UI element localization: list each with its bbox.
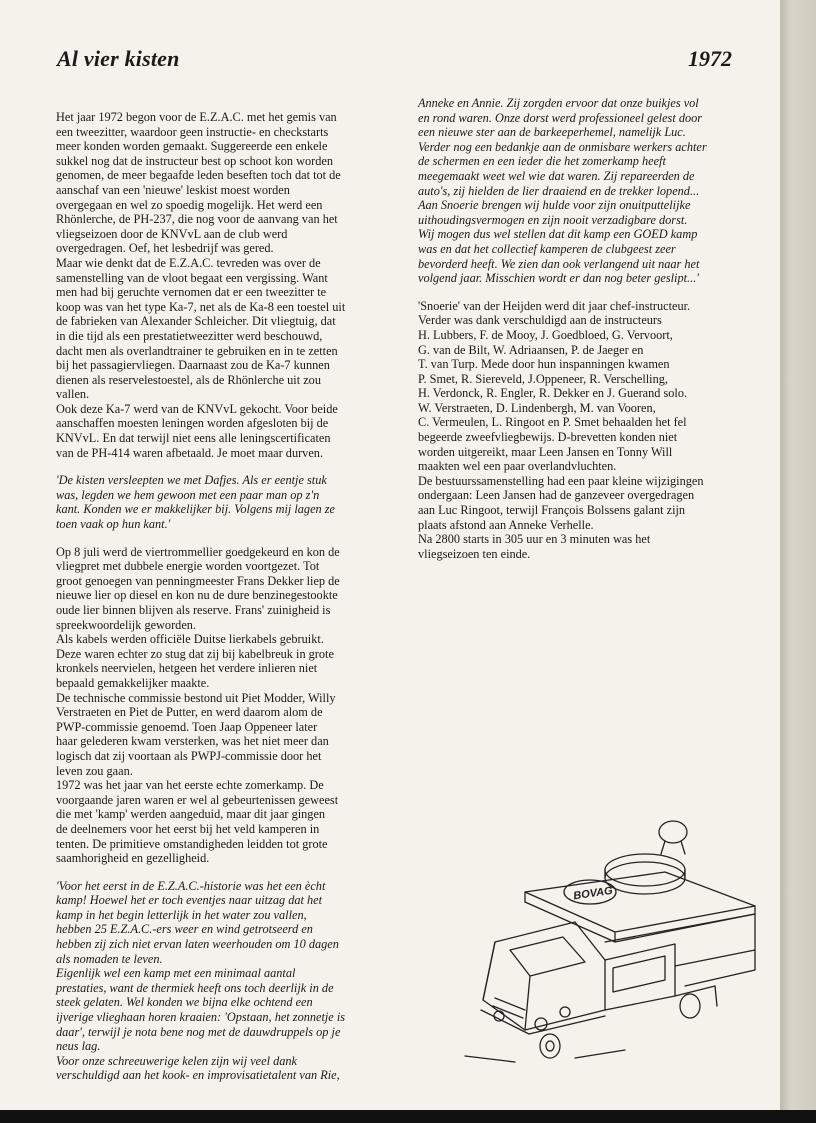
text-line: tenten. De primitieve omstandigheden leidden tot grote bbox=[56, 836, 328, 851]
scan-bottom-border bbox=[0, 1110, 816, 1123]
text-line: dacht men als overlandtrainer te gebruiken en in te zetten bbox=[56, 343, 338, 358]
text-line: de schermen en een ieder die het zomerkamp heeft bbox=[418, 154, 666, 169]
text-line: prestaties, want de thermiek heeft ons toch deerlijk in de bbox=[56, 980, 334, 995]
text-line: was en dat het collectief kamperen de clubgeest zeer bbox=[418, 241, 676, 256]
text-line: De technische commissie bestond uit Piet Modder, Willy bbox=[56, 690, 336, 705]
left-paragraph bbox=[56, 110, 371, 460]
text-line: haar gelederen kwam versterken, was het niet meer dan bbox=[56, 734, 329, 749]
text-line: overgegaan en wel zo spoedig mogelijk. Het werd een bbox=[56, 197, 323, 212]
text-line: Verstraeten en Piet de Putter, en werd daarom alom de bbox=[56, 705, 323, 720]
text-line: verschuldigd aan het kook- en improvisatietalent van Rie, bbox=[56, 1068, 340, 1083]
text-line: aan Luc Ringoot, terwijl François Bolssens galant zijn bbox=[418, 503, 686, 518]
text-line: plaats afstond aan Anneke Verhelle. bbox=[418, 517, 594, 532]
text-line: kamp! Hoewel het er toch eventjes naar uitzag dat het bbox=[56, 893, 323, 908]
text-line: vallen. bbox=[56, 387, 90, 402]
text-line: vliegpret met dubbele energie worden voortgezet. Tot bbox=[56, 559, 320, 574]
text-line: Eigenlijk wel een kamp met een minimaal aantal bbox=[56, 966, 296, 981]
text-line: was, legden we hem gewoon met een paar man op z'n bbox=[56, 487, 320, 502]
text-line: bepaald gemakkelijker maakte. bbox=[56, 675, 210, 690]
text-line: Aan Snoerie brengen wij hulde voor zijn onuitputtelijke bbox=[418, 198, 691, 213]
article-year: 1972 bbox=[688, 46, 732, 71]
text-line: toen vaak op hun kant.' bbox=[56, 517, 171, 532]
text-line: 1972 was het jaar van het eerste echte zomerkamp. De bbox=[56, 778, 324, 793]
text-line: en rond waren. Onze dorst werd professioneel gelest door bbox=[418, 110, 703, 125]
text-line: volgend jaar. Misschien wordt er dan nog beter geslipt...' bbox=[418, 271, 699, 286]
text-line: nieuwe lier op diesel en kon nu de dure benzinegestookte bbox=[56, 588, 338, 603]
truck-illustration bbox=[455, 810, 775, 1070]
text-line: oude lier binnen blijven als reserve. Frans' zuinigheid is bbox=[56, 603, 331, 617]
text-line: Voor onze schreeuwerige kelen zijn wij veel dank bbox=[56, 1053, 297, 1068]
text-line: worden uitgereikt, maar Leen Jansen en Tonny Will bbox=[418, 444, 673, 459]
text-line: 'Voor het eerst in de E.Z.A.C.-historie was het een ècht bbox=[56, 878, 326, 893]
text-line: logisch dat zij voortaan als PWPJ-commissie door het bbox=[56, 748, 322, 763]
text-line: dienen als reservelestoestel, als de Rhönlerche uit zou bbox=[56, 372, 321, 387]
text-line: C. Vermeulen, L. Ringoot en P. Smet behaalden het fel bbox=[418, 415, 687, 430]
text-line: saamhorigheid en gezelligheid. bbox=[56, 851, 210, 866]
text-line: vliegseizoen door de KNVvL aan de club werd bbox=[56, 226, 288, 241]
text-line: Deze waren echter zo stug dat zij bij kabelbreuk in grote bbox=[56, 646, 334, 661]
text-line: sukkel nog dat de instructeur best op schoot kon worden bbox=[56, 153, 333, 168]
stamp-knob bbox=[659, 821, 687, 843]
text-line: aanschaffen moesten leningen worden afgesloten bij de bbox=[56, 416, 329, 431]
text-line: kamp in het begin letterlijk in het water zou vallen, bbox=[56, 907, 307, 922]
left-paragraph bbox=[56, 879, 371, 1083]
text-line: Ook deze Ka-7 werd van de KNVvL gekocht. Voor beide bbox=[56, 401, 338, 416]
text-line: begeerde zweefvliegbewijs. D-brevetten konden niet bbox=[418, 430, 678, 445]
text-line: in die tijd als een prestatietweezitter werd beschouwd, bbox=[56, 328, 323, 343]
text-line: hebben zij zich niet ervan laten weerhouden om 10 dagen bbox=[56, 937, 339, 952]
text-line: kronkels neervielen, hetgeen het verdere inlieren niet bbox=[56, 661, 318, 676]
text-line: W. Verstraeten, D. Lindenbergh, M. van Vooren, bbox=[418, 400, 656, 415]
text-line: PWP-commissie genoemd. Toen Jaap Oppeneer later bbox=[56, 719, 318, 734]
text-line: KNVvL. En dat terwijl niet eens alle leningscertificaten bbox=[56, 431, 331, 446]
text-line: ondergaan: Leen Jansen had de ganzeveer overgedragen bbox=[418, 488, 695, 503]
text-line: aanschaf van een 'nieuwe' leskist moest worden bbox=[56, 182, 290, 197]
article-title: Al vier kisten bbox=[57, 46, 180, 71]
right-paragraph bbox=[418, 96, 738, 286]
text-line: auto's, zij hielden de lier draaiend en de trekker lopend... bbox=[418, 183, 700, 198]
text-line: Op 8 juli werd de viertrommellier goedgekeurd en kon de bbox=[56, 544, 340, 559]
text-line: Verder nog een bedankje aan de onmisbare werkers achter bbox=[418, 139, 707, 154]
text-line: Anneke en Annie. Zij zorgden ervoor dat onze buikjes vol bbox=[418, 96, 699, 110]
text-line: meer konden worden gemaakt. Suggereerde een enkele bbox=[56, 139, 328, 154]
text-line: bevorderd heeft. We zien dan ook verlangend uit naar het bbox=[418, 256, 700, 271]
text-line: ijverige vlieghaan horen kraaien: 'Opstaan, het zonnetje is bbox=[56, 1010, 346, 1025]
text-line: H. Verdonck, R. Engler, R. Dekker en J. Guerand solo. bbox=[418, 386, 688, 401]
text-line: leven zou gaan. bbox=[56, 763, 133, 778]
bovag-badge-text: BOVAG bbox=[572, 884, 614, 903]
left-text-column bbox=[56, 110, 371, 1096]
text-line: Als kabels werden officiële Duitse lierkabels gebruikt. bbox=[56, 632, 324, 647]
left-paragraph bbox=[56, 545, 371, 866]
right-text-column bbox=[418, 96, 738, 574]
left-paragraph bbox=[56, 473, 371, 531]
text-line: de fabrieken van Alexander Schleicher. Dit vliegtuig, dat bbox=[56, 314, 336, 329]
text-line: voorgaande jaren waren er wel al gebeurtenissen geweest bbox=[56, 792, 339, 807]
text-line: de deelnemers voor het eerst bij het veld kamperen in bbox=[56, 821, 320, 836]
text-line: Na 2800 starts in 305 uur en 3 minuten was het bbox=[418, 532, 651, 547]
text-line: Verder was dank verschuldigd aan de instructeurs bbox=[418, 313, 662, 328]
text-line: groot genoegen van penningmeester Frans Dekker liep de bbox=[56, 573, 340, 588]
text-line: maakten wel een paar overlandvluchten. bbox=[418, 459, 617, 474]
text-line: samenstelling van de vloot begaat een vergissing. Want bbox=[56, 270, 328, 285]
text-line: uithoudingsvermogen en zijn nooit verzadigbare dorst. bbox=[418, 212, 688, 227]
text-line: meegemaakt weet wel wie dat waren. Zij repareerden de bbox=[418, 168, 695, 183]
text-line: T. van Turp. Mede door hun inspanningen kwamen bbox=[418, 357, 670, 372]
text-line: genomen, de meer begaafde leden beseften toch dat tot de bbox=[56, 168, 341, 183]
text-line: kant. Konden we er makkelijker bij. Volgens mij lagen ze bbox=[56, 502, 336, 517]
text-line: koop was van het type Ka-7, net als de Ka-8 een toestel uit bbox=[56, 299, 346, 314]
text-line: vliegseizoen ten einde. bbox=[418, 546, 531, 561]
text-line: De bestuurssamenstelling had een paar kleine wijzigingen bbox=[418, 473, 704, 488]
right-paragraph bbox=[418, 299, 738, 562]
text-line: een tweezitter, waardoor geen instructie- en checkstarts bbox=[56, 124, 329, 139]
text-line: Rhönlerche, de PH-237, die nog voor de aanvang van het bbox=[56, 212, 338, 227]
text-line: Het jaar 1972 begon voor de E.Z.A.C. met het gemis van bbox=[56, 110, 337, 124]
text-line: 'De kisten versleepten we met Dafjes. Als er eentje stuk bbox=[56, 473, 327, 488]
text-line: overgedragen. Oef, het lesbedrijf was gered. bbox=[56, 241, 274, 256]
text-line: van de PH-414 waren afbetaald. Je moet maar durven. bbox=[56, 445, 324, 460]
text-line: steek gelaten. Wel konden we bijna elke ochtend een bbox=[56, 995, 313, 1010]
text-line: P. Smet, R. Siereveld, J.Oppeneer, R. Verschelling, bbox=[418, 371, 668, 386]
text-line: spreekwoordelijk geworden. bbox=[56, 617, 197, 632]
text-line: als nomaden te leven. bbox=[56, 951, 163, 966]
text-line: G. van de Bilt, W. Adriaansen, P. de Jaeger en bbox=[418, 342, 644, 357]
text-line: men had bij geruchte vernomen dat er een tweezitter te bbox=[56, 285, 327, 300]
text-line: H. Lubbers, F. de Mooy, J. Goedbloed, G. Vervoort, bbox=[418, 327, 673, 342]
text-line: Wij mogen dus wel stellen dat dit kamp een GOED kamp bbox=[418, 227, 698, 242]
text-line: een nieuwe ster aan de barkeeperhemel, namelijk Luc. bbox=[418, 125, 686, 140]
text-line: die met 'kamp' werden aangeduid, maar dit jaar gingen bbox=[56, 807, 326, 822]
text-line: neus lag. bbox=[56, 1039, 101, 1054]
text-line: Maar wie denkt dat de E.Z.A.C. tevreden was over de bbox=[56, 255, 321, 270]
text-line: hebben 25 E.Z.A.C.-ers weer en wind getrotseerd en bbox=[56, 922, 313, 937]
text-line: 'Snoerie' van der Heijden werd dit jaar chef-instructeur. bbox=[418, 298, 691, 313]
text-line: daar', terwijl je nota bene nog met de dauwdruppels op je bbox=[56, 1024, 341, 1039]
text-line: bij het passagiervliegen. Daarnaast zou de Ka-7 kunnen bbox=[56, 358, 330, 373]
page-edge-shadow bbox=[780, 0, 816, 1123]
